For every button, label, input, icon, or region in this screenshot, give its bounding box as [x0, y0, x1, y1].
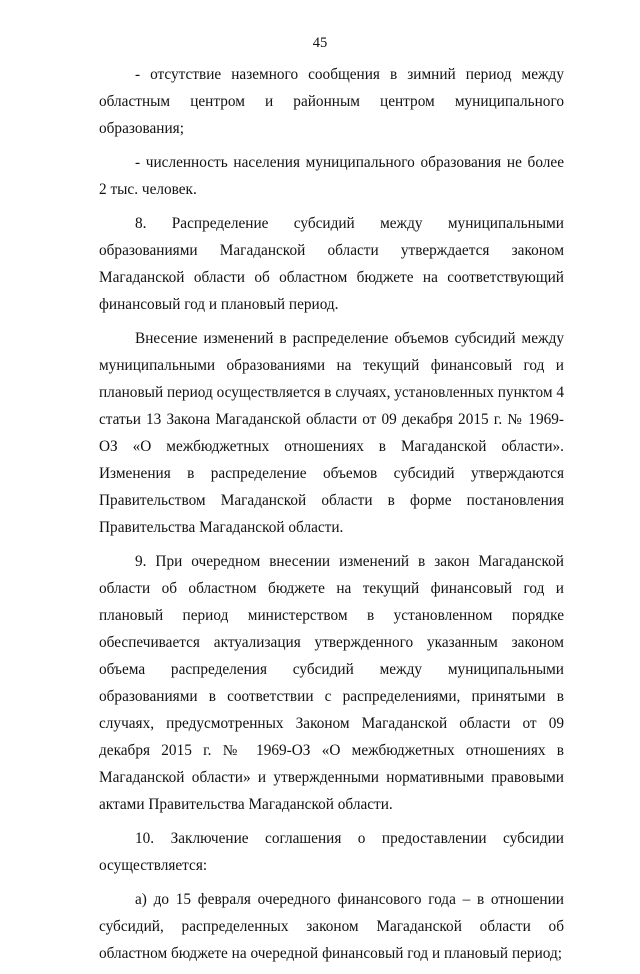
page-number: 45 [312, 35, 328, 51]
paragraph-item-10: 10. Заключение соглашения о предоставлении субсидии осуществляется: [99, 830, 564, 874]
paragraph-item-8: 8. Распределение субсидий между муниципальными образованиями Магаданской области утверждается законом Магаданской области об областном бюджете на соответствующий финансовый год и плановый период. [99, 215, 564, 313]
paragraph-criterion-population: - численность населения муниципального образования не более 2 тыс. человек. [99, 154, 564, 198]
paragraph-item-9: 9. При очередном внесении изменений в закон Магаданской области об областном бюджете на текущий финансовый год и плановый период министерством в установленном порядке обеспечивается актуализация утвержденного указанным законом объема распределения субсидий между муниципальными образованиями в соответствии с распределениями, принятыми в случаях, предусмотренных Законом Магаданской области от 09 декабря 2015 г. № 1969-ОЗ «О межбюджетных отношениях в Магаданской области» и утвержденными нормативными правовыми актами Правительства Магаданской области. [99, 553, 564, 813]
paragraph-item-10-a: а) до 15 февраля очередного финансового года – в отношении субсидий, распределенных законом Магаданской области об областном бюджете на очередной финансовый год и плановый период; [99, 891, 564, 962]
paragraph-amendments: Внесение изменений в распределение объемов субсидий между муниципальными образованиями на текущий финансовый год и плановый период осуществляется в случаях, установленных пунктом 4 статьи 13 Закона Магаданской области от 09 декабря 2015 г. № 1969-ОЗ «О межбюджетных отношениях в Магаданской области». Изменения в распределение объемов субсидий утверждаются Правительством Магаданской области в форме постановления Правительства Магаданской области. [99, 330, 564, 536]
paragraph-criterion-no-ground-connection: - отсутствие наземного сообщения в зимний период между областным центром и районным центром муниципального образования; [99, 66, 564, 137]
document-body [99, 61, 564, 974]
